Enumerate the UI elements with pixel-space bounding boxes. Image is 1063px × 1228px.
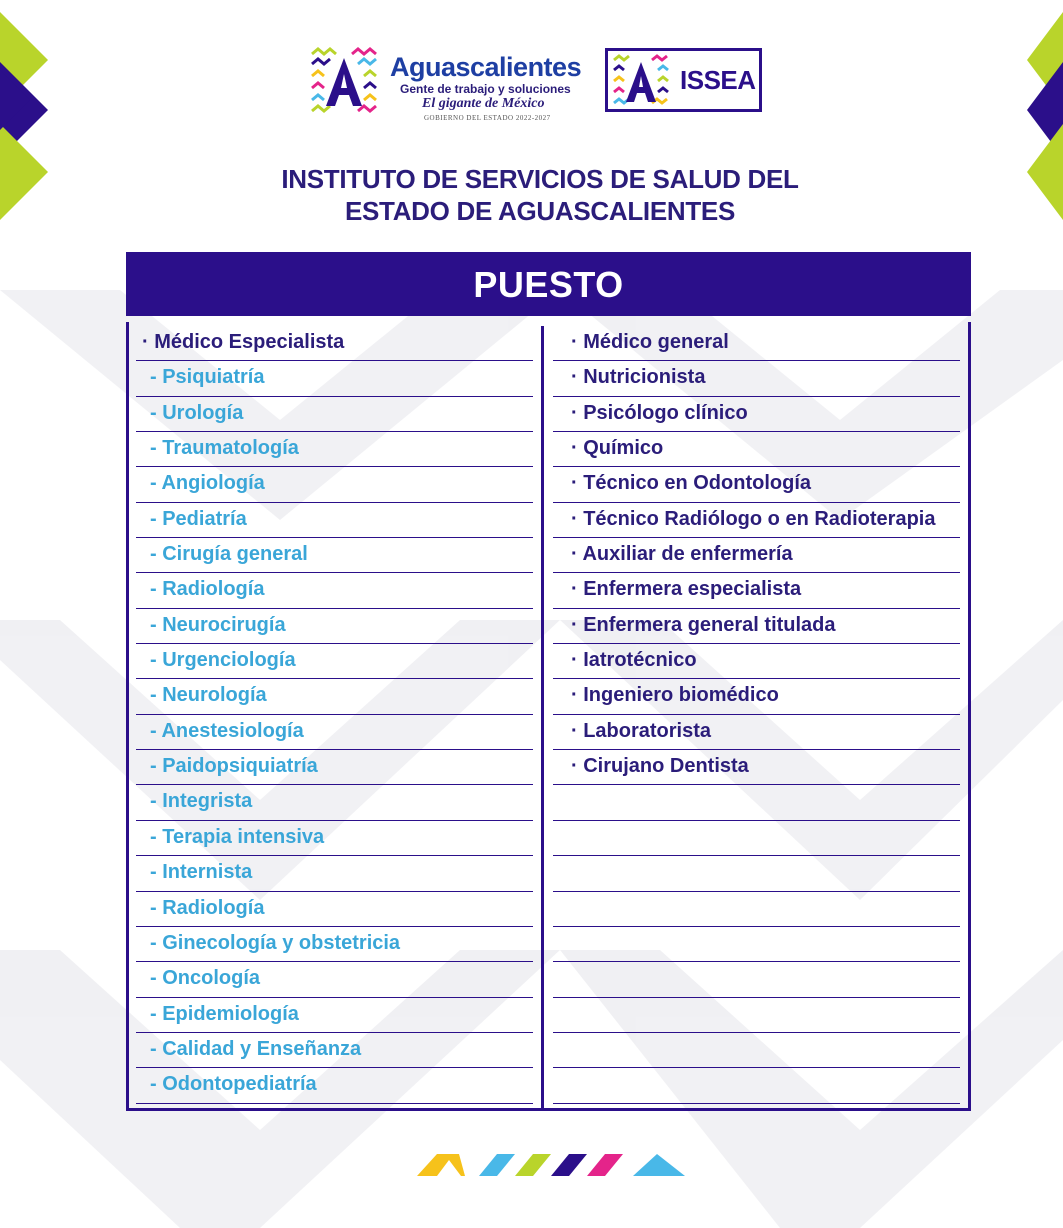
position-specialty: - Angiología bbox=[136, 467, 533, 502]
empty-row bbox=[553, 927, 960, 962]
position-specialty: - Neurocirugía bbox=[136, 609, 533, 644]
empty-row bbox=[553, 892, 960, 927]
position-specialty: - Odontopediatría bbox=[136, 1068, 533, 1103]
empty-row bbox=[553, 1068, 960, 1103]
position-item: · Auxiliar de enfermería bbox=[553, 538, 960, 573]
position-specialty: - Oncología bbox=[136, 962, 533, 997]
position-item: · Laboratorista bbox=[553, 715, 960, 750]
position-specialty: - Neurología bbox=[136, 679, 533, 714]
position-specialty: - Urología bbox=[136, 397, 533, 432]
table-heading: PUESTO bbox=[126, 252, 971, 316]
position-item: · Enfermera especialista bbox=[553, 573, 960, 608]
government-logo bbox=[310, 46, 580, 126]
table-border-right bbox=[968, 322, 971, 1110]
right-column-list bbox=[553, 326, 960, 1104]
government-period: GOBIERNO DEL ESTADO 2022-2027 bbox=[424, 114, 551, 122]
position-item: · Iatrotécnico bbox=[553, 644, 960, 679]
position-specialty: - Cirugía general bbox=[136, 538, 533, 573]
empty-row bbox=[553, 1033, 960, 1068]
table-divider bbox=[541, 326, 544, 1108]
issea-name: ISSEA bbox=[680, 65, 756, 95]
empty-row bbox=[553, 962, 960, 997]
position-item: · Técnico en Odontología bbox=[553, 467, 960, 502]
position-specialty: - Internista bbox=[136, 856, 533, 891]
position-item: · Técnico Radiólogo o en Radioterapia bbox=[553, 503, 960, 538]
government-title: Aguascalientes bbox=[390, 52, 582, 82]
corner-decoration-right bbox=[1027, 0, 1063, 220]
government-tagline: El gigante de México bbox=[422, 96, 545, 111]
position-category: · Médico Especialista bbox=[136, 326, 533, 361]
position-specialty: - Psiquiatría bbox=[136, 361, 533, 396]
page-title bbox=[200, 163, 880, 227]
corner-decoration-left bbox=[0, 0, 48, 220]
position-item: · Químico bbox=[553, 432, 960, 467]
position-specialty: - Pediatría bbox=[136, 503, 533, 538]
empty-row bbox=[553, 785, 960, 820]
empty-row bbox=[553, 821, 960, 856]
position-item: · Enfermera general titulada bbox=[553, 609, 960, 644]
position-specialty: - Urgenciología bbox=[136, 644, 533, 679]
title-line-2: ESTADO DE AGUASCALIENTES bbox=[344, 196, 736, 226]
table-border-left bbox=[126, 322, 129, 1110]
government-slogan: Gente de trabajo y soluciones bbox=[400, 82, 571, 96]
aguascalientes-a-icon bbox=[310, 46, 378, 114]
title-line-1: INSTITUTO DE SERVICIOS DE SALUD DEL bbox=[281, 164, 799, 194]
issea-a-icon bbox=[612, 54, 670, 106]
left-column-list bbox=[136, 326, 533, 1104]
footer-stripes-decoration bbox=[417, 1150, 685, 1180]
position-specialty: - Ginecología y obstetricia bbox=[136, 927, 533, 962]
position-specialty: - Epidemiología bbox=[136, 998, 533, 1033]
position-item: · Nutricionista bbox=[553, 361, 960, 396]
position-specialty: - Integrista bbox=[136, 785, 533, 820]
position-specialty: - Radiología bbox=[136, 573, 533, 608]
table-border-bottom bbox=[126, 1108, 971, 1111]
position-item: · Médico general bbox=[553, 326, 960, 361]
position-specialty: - Terapia intensiva bbox=[136, 821, 533, 856]
issea-logo bbox=[605, 48, 762, 112]
position-specialty: - Radiología bbox=[136, 892, 533, 927]
position-specialty: - Anestesiología bbox=[136, 715, 533, 750]
position-specialty: - Paidopsiquiatría bbox=[136, 750, 533, 785]
position-item: · Ingeniero biomédico bbox=[553, 679, 960, 714]
position-item: · Psicólogo clínico bbox=[553, 397, 960, 432]
empty-row bbox=[553, 998, 960, 1033]
position-specialty: - Calidad y Enseñanza bbox=[136, 1033, 533, 1068]
position-specialty: - Traumatología bbox=[136, 432, 533, 467]
position-item: · Cirujano Dentista bbox=[553, 750, 960, 785]
empty-row bbox=[553, 856, 960, 891]
